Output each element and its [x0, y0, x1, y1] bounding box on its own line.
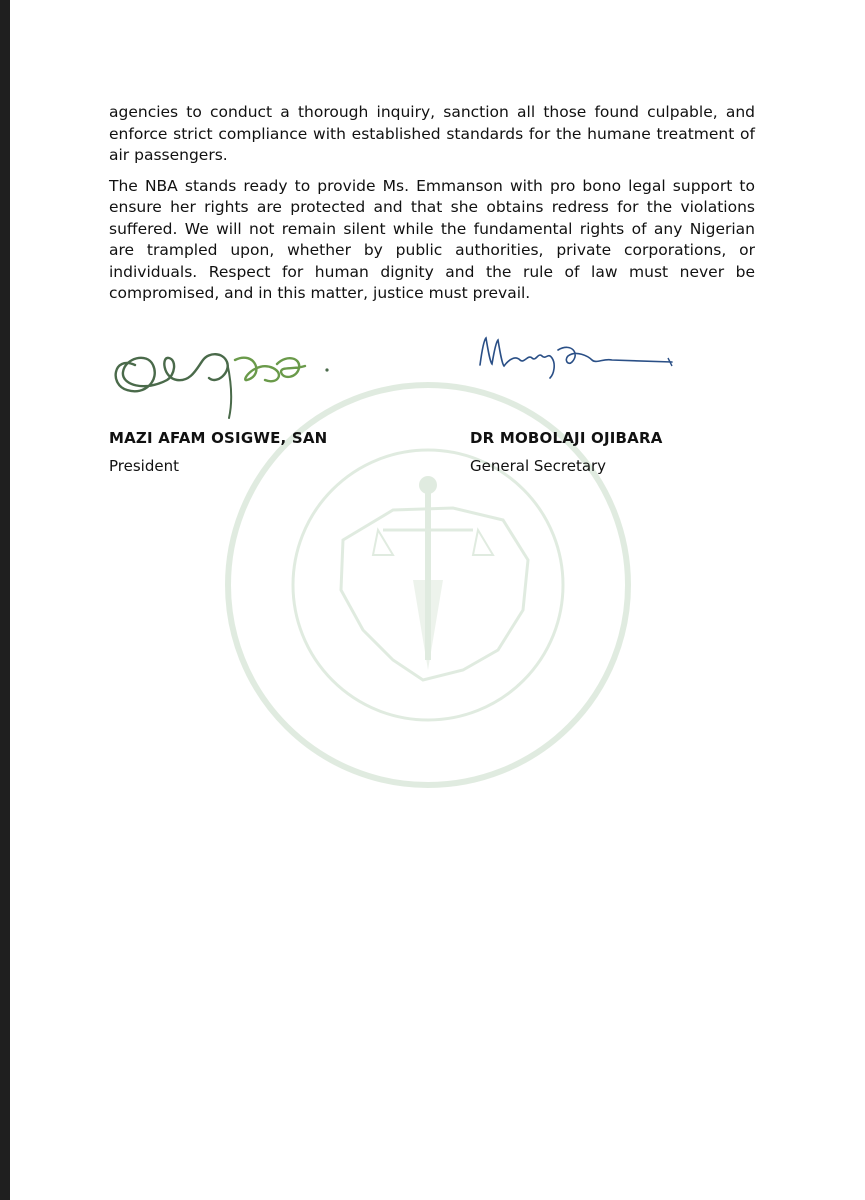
- letter-body: [109, 102, 755, 314]
- president-signature-icon: [105, 330, 330, 420]
- signatory-title: President: [109, 457, 179, 475]
- signatory-general-secretary: [470, 429, 663, 475]
- signatory-president: [109, 429, 327, 475]
- signatory-name: MAZI AFAM OSIGWE, SAN: [109, 429, 328, 447]
- signatory-name: DR MOBOLAJI OJIBARA: [470, 429, 663, 447]
- document-page: [10, 0, 865, 1200]
- general-secretary-signature-icon: [472, 330, 682, 385]
- paragraph: agencies to conduct a thorough inquiry, sanction all those found culpable, and enforce strict compliance with established standards for the humane treatment of air passengers.: [109, 103, 755, 164]
- signatory-title: General Secretary: [470, 457, 607, 475]
- paragraph: The NBA stands ready to provide Ms. Emmanson with pro bono legal support to ensure her rights are protected and that she obtains redress for the violations suffered. We will not remain silent while the fundamental rights of any Nigerian are trampled upon, whether by public authorities, private corporations, or individuals. Respect for human dignity and the rule of law must never be compromised, and in this matter, justice must prevail.: [109, 176, 755, 302]
